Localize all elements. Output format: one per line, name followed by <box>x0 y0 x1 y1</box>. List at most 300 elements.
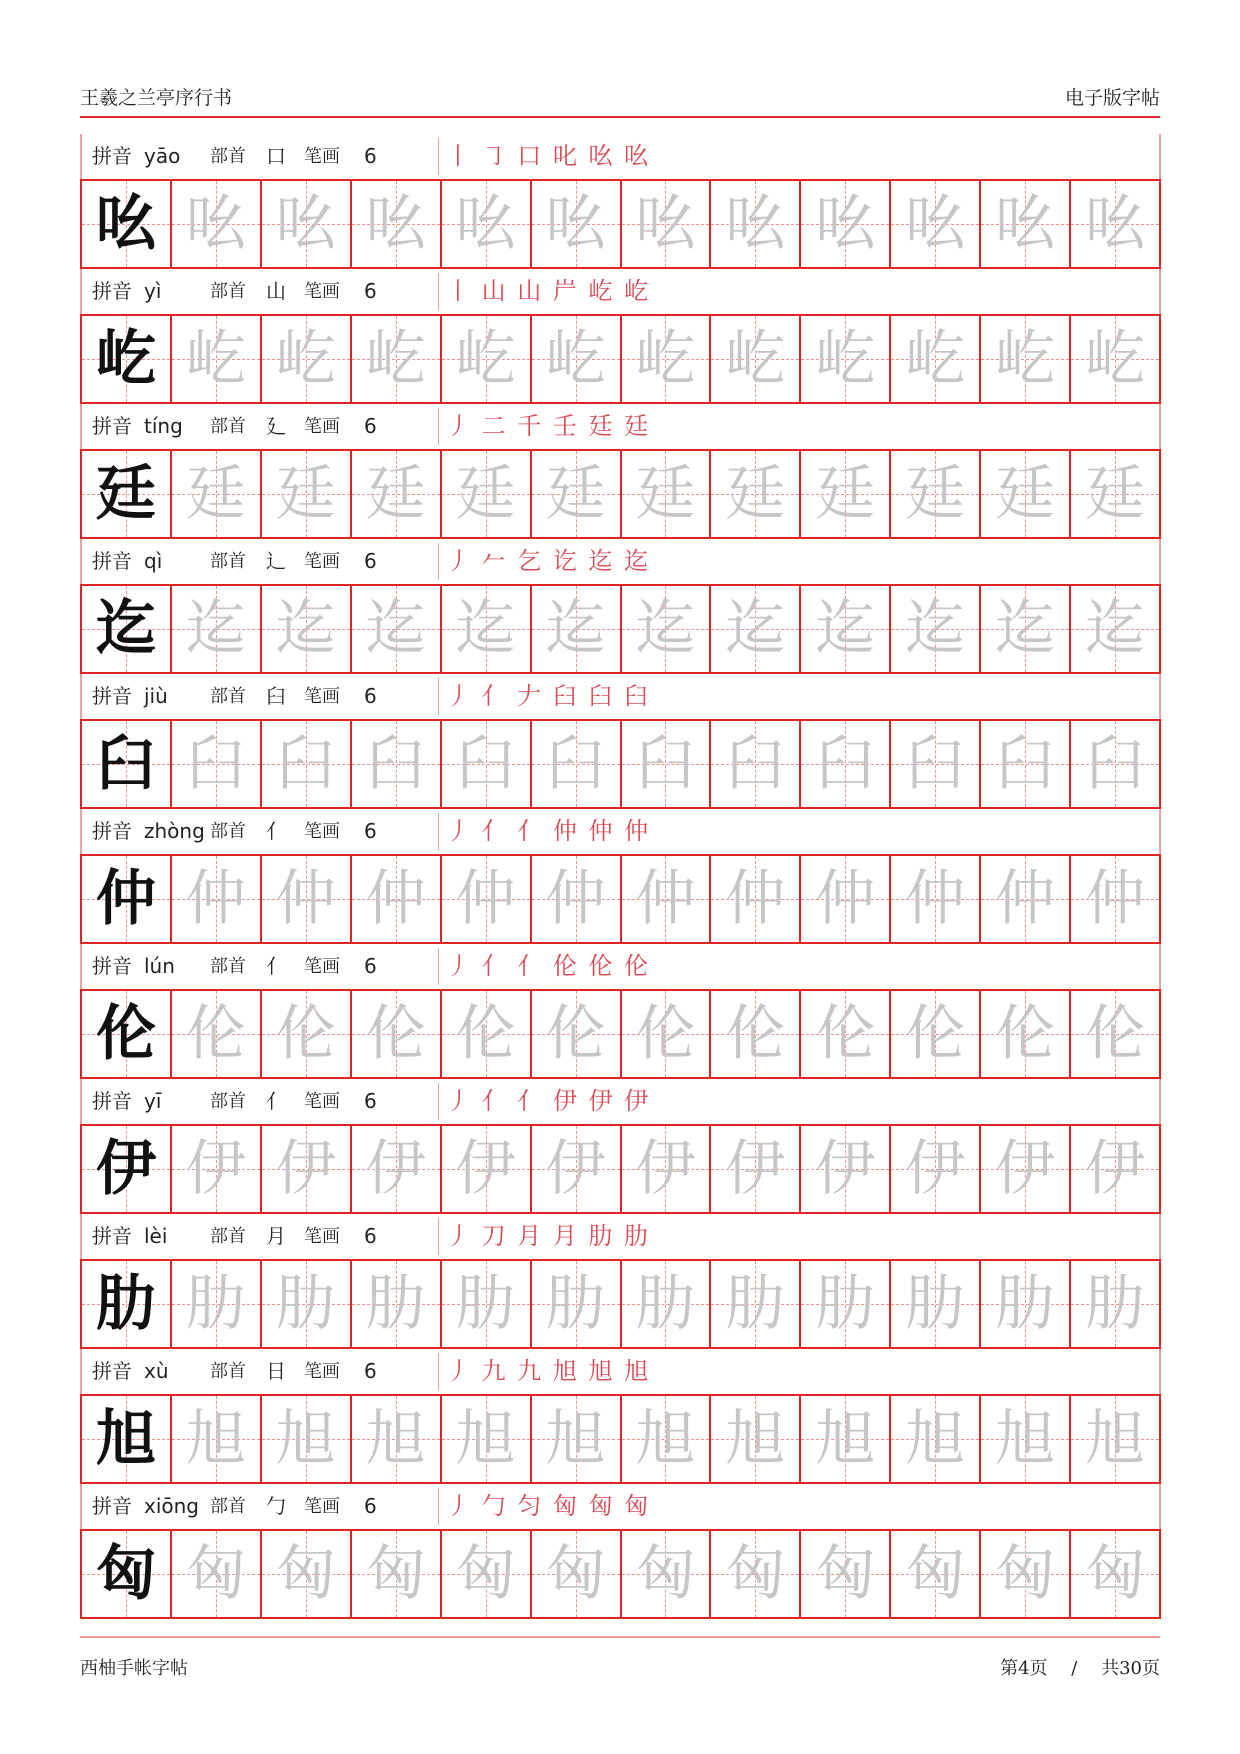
pinyin-value: jiù <box>144 684 168 708</box>
model-cell[interactable] <box>82 1531 170 1617</box>
pinyin-label: 拼音 <box>92 144 132 168</box>
trace-cell[interactable] <box>530 991 620 1077</box>
radical-value: 日 <box>266 1359 286 1383</box>
trace-cell[interactable] <box>170 181 260 267</box>
trace-character: 伦 <box>545 999 606 1069</box>
practice-grid <box>80 179 1161 269</box>
trace-cell[interactable] <box>1069 316 1159 402</box>
model-character: 匈 <box>95 1539 156 1609</box>
trace-character: 廷 <box>635 459 696 529</box>
model-cell[interactable] <box>82 181 170 267</box>
trace-character: 吆 <box>545 189 606 259</box>
trace-character: 廷 <box>905 459 966 529</box>
trace-cell[interactable] <box>1069 1531 1159 1617</box>
trace-character: 伊 <box>455 1134 516 1204</box>
edition-label: 电子版字帖 <box>1064 86 1160 109</box>
trace-character: 臼 <box>185 729 246 799</box>
trace-cell[interactable] <box>1069 1261 1159 1347</box>
trace-character: 匈 <box>635 1539 696 1609</box>
trace-cell[interactable] <box>350 586 440 672</box>
trace-character: 旭 <box>1085 1404 1146 1474</box>
trace-cell[interactable] <box>350 451 440 537</box>
trace-cell[interactable] <box>440 1261 530 1347</box>
model-cell[interactable] <box>82 721 170 807</box>
trace-cell[interactable] <box>889 991 979 1077</box>
stroke-count: 6 <box>364 684 377 708</box>
info-separator <box>438 1353 439 1390</box>
trace-character: 臼 <box>545 729 606 799</box>
strokes-label: 笔画 <box>304 1361 340 1382</box>
trace-character: 肋 <box>995 1269 1056 1339</box>
trace-cell[interactable] <box>620 181 710 267</box>
trace-cell[interactable] <box>979 991 1069 1077</box>
trace-cell[interactable] <box>889 1531 979 1617</box>
trace-cell[interactable] <box>440 1126 530 1212</box>
trace-cell[interactable] <box>1069 586 1159 672</box>
trace-cell[interactable] <box>1069 451 1159 537</box>
practice-grid <box>80 989 1161 1079</box>
trace-cell[interactable] <box>709 1261 799 1347</box>
trace-cell[interactable] <box>1069 991 1159 1077</box>
trace-character: 廷 <box>1085 459 1146 529</box>
trace-cell[interactable] <box>620 316 710 402</box>
brand-name: 西柚手帐字帖 <box>80 1658 188 1679</box>
trace-character: 伊 <box>995 1134 1056 1204</box>
stroke-order: 丿 勹 匀 匈 匈 匈 <box>446 1492 651 1520</box>
stroke-count: 6 <box>364 1089 377 1113</box>
stroke-count: 6 <box>364 1224 377 1248</box>
trace-cell[interactable] <box>350 181 440 267</box>
trace-character: 屹 <box>185 324 246 394</box>
trace-cell[interactable] <box>709 316 799 402</box>
trace-cell[interactable] <box>350 721 440 807</box>
trace-character: 伦 <box>365 999 426 1069</box>
trace-character: 臼 <box>275 729 336 799</box>
trace-character: 匈 <box>905 1539 966 1609</box>
info-separator <box>438 138 439 175</box>
trace-cell[interactable] <box>1069 1396 1159 1482</box>
char-block <box>80 674 1161 809</box>
pinyin-value: xiōng <box>144 1494 199 1518</box>
radical-label: 部首 <box>210 686 246 707</box>
model-cell[interactable] <box>82 1261 170 1347</box>
trace-character: 臼 <box>995 729 1056 799</box>
trace-character: 臼 <box>365 729 426 799</box>
info-separator <box>438 408 439 445</box>
model-character: 伦 <box>95 999 156 1069</box>
trace-cell[interactable] <box>170 991 260 1077</box>
trace-character: 仲 <box>635 864 696 934</box>
trace-cell[interactable] <box>620 721 710 807</box>
trace-cell[interactable] <box>799 1261 889 1347</box>
pinyin-label: 拼音 <box>92 414 132 438</box>
trace-character: 迄 <box>815 594 876 664</box>
trace-cell[interactable] <box>440 721 530 807</box>
radical-label: 部首 <box>210 1226 246 1247</box>
trace-cell[interactable] <box>799 181 889 267</box>
trace-cell[interactable] <box>530 1396 620 1482</box>
trace-cell[interactable] <box>260 991 350 1077</box>
practice-grid <box>80 1529 1161 1619</box>
trace-cell[interactable] <box>979 856 1069 942</box>
trace-cell[interactable] <box>709 721 799 807</box>
trace-cell[interactable] <box>1069 721 1159 807</box>
radical-label: 部首 <box>210 1361 246 1382</box>
trace-cell[interactable] <box>440 991 530 1077</box>
stroke-order: 丨 山 山 屵 屹 屹 <box>446 277 651 305</box>
trace-cell[interactable] <box>889 1396 979 1482</box>
stroke-count: 6 <box>364 1359 377 1383</box>
trace-cell[interactable] <box>260 586 350 672</box>
model-cell[interactable] <box>82 451 170 537</box>
trace-character: 仲 <box>545 864 606 934</box>
trace-cell[interactable] <box>799 1396 889 1482</box>
trace-character: 肋 <box>365 1269 426 1339</box>
pinyin-value: lún <box>144 954 175 978</box>
trace-character: 屹 <box>545 324 606 394</box>
trace-cell[interactable] <box>170 1396 260 1482</box>
char-block <box>80 944 1161 1079</box>
strokes-label: 笔画 <box>304 1496 340 1517</box>
trace-character: 伦 <box>725 999 786 1069</box>
trace-character: 屹 <box>365 324 426 394</box>
trace-character: 仲 <box>1085 864 1146 934</box>
trace-cell[interactable] <box>709 856 799 942</box>
trace-cell[interactable] <box>260 1396 350 1482</box>
trace-cell[interactable] <box>170 1531 260 1617</box>
trace-character: 臼 <box>455 729 516 799</box>
trace-character: 屹 <box>815 324 876 394</box>
trace-cell[interactable] <box>170 1126 260 1212</box>
trace-cell[interactable] <box>979 721 1069 807</box>
trace-cell[interactable] <box>799 586 889 672</box>
radical-value: 勹 <box>266 1494 286 1518</box>
trace-cell[interactable] <box>530 181 620 267</box>
trace-cell[interactable] <box>530 1531 620 1617</box>
trace-cell[interactable] <box>260 181 350 267</box>
stroke-count: 6 <box>364 819 377 843</box>
trace-cell[interactable] <box>799 1126 889 1212</box>
trace-cell[interactable] <box>799 721 889 807</box>
trace-character: 仲 <box>725 864 786 934</box>
trace-cell[interactable] <box>889 721 979 807</box>
trace-cell[interactable] <box>709 181 799 267</box>
trace-cell[interactable] <box>620 1126 710 1212</box>
trace-character: 屹 <box>275 324 336 394</box>
radical-value: 廴 <box>266 414 286 438</box>
trace-character: 匈 <box>725 1539 786 1609</box>
strokes-label: 笔画 <box>304 956 340 977</box>
trace-character: 廷 <box>455 459 516 529</box>
trace-character: 仲 <box>185 864 246 934</box>
trace-cell[interactable] <box>620 586 710 672</box>
strokes-label: 笔画 <box>304 1226 340 1247</box>
info-separator <box>438 543 439 580</box>
trace-cell[interactable] <box>709 451 799 537</box>
trace-cell[interactable] <box>799 856 889 942</box>
trace-character: 仲 <box>275 864 336 934</box>
pinyin-value: xù <box>144 1359 169 1383</box>
pinyin-label: 拼音 <box>92 279 132 303</box>
char-info-row <box>80 1484 1161 1529</box>
trace-character: 伊 <box>1085 1134 1146 1204</box>
char-info-row <box>80 674 1161 719</box>
stroke-count: 6 <box>364 144 377 168</box>
trace-cell[interactable] <box>440 316 530 402</box>
trace-cell[interactable] <box>170 451 260 537</box>
char-block <box>80 1349 1161 1484</box>
trace-character: 吆 <box>815 189 876 259</box>
trace-cell[interactable] <box>260 451 350 537</box>
trace-cell[interactable] <box>1069 1126 1159 1212</box>
trace-cell[interactable] <box>799 991 889 1077</box>
trace-cell[interactable] <box>440 856 530 942</box>
strokes-label: 笔画 <box>304 281 340 302</box>
book-title: 王羲之兰亭序行书 <box>80 86 233 109</box>
char-block <box>80 269 1161 404</box>
char-info-row <box>80 269 1161 314</box>
trace-character: 屹 <box>1085 324 1146 394</box>
trace-cell[interactable] <box>889 316 979 402</box>
trace-cell[interactable] <box>530 316 620 402</box>
trace-cell[interactable] <box>709 1531 799 1617</box>
trace-character: 迄 <box>275 594 336 664</box>
model-character: 肋 <box>95 1269 156 1339</box>
trace-cell[interactable] <box>260 1126 350 1212</box>
trace-character: 廷 <box>365 459 426 529</box>
trace-character: 仲 <box>815 864 876 934</box>
trace-cell[interactable] <box>620 1531 710 1617</box>
practice-grid <box>80 854 1161 944</box>
trace-character: 伦 <box>1085 999 1146 1069</box>
trace-character: 仲 <box>365 864 426 934</box>
trace-cell[interactable] <box>709 586 799 672</box>
trace-character: 旭 <box>815 1404 876 1474</box>
trace-cell[interactable] <box>620 451 710 537</box>
trace-cell[interactable] <box>170 316 260 402</box>
trace-cell[interactable] <box>260 316 350 402</box>
trace-cell[interactable] <box>709 1396 799 1482</box>
trace-character: 匈 <box>455 1539 516 1609</box>
stroke-order: 丿 二 千 壬 廷 廷 <box>446 412 651 440</box>
trace-cell[interactable] <box>530 1126 620 1212</box>
trace-cell[interactable] <box>530 856 620 942</box>
trace-cell[interactable] <box>530 451 620 537</box>
pinyin-label: 拼音 <box>92 1089 132 1113</box>
trace-cell[interactable] <box>260 856 350 942</box>
trace-cell[interactable] <box>979 181 1069 267</box>
trace-cell[interactable] <box>709 1126 799 1212</box>
model-cell[interactable] <box>82 1126 170 1212</box>
trace-character: 仲 <box>905 864 966 934</box>
trace-cell[interactable] <box>889 1126 979 1212</box>
page-number: 第4页 <box>1000 1658 1048 1679</box>
model-cell[interactable] <box>82 991 170 1077</box>
pinyin-value: yāo <box>144 144 181 168</box>
radical-label: 部首 <box>210 416 246 437</box>
trace-cell[interactable] <box>799 451 889 537</box>
stroke-order: 丿 𠂉 乞 讫 迄 迄 <box>446 547 651 575</box>
char-block <box>80 1484 1161 1619</box>
trace-cell[interactable] <box>350 991 440 1077</box>
radical-label: 部首 <box>210 281 246 302</box>
trace-character: 伊 <box>365 1134 426 1204</box>
trace-cell[interactable] <box>350 856 440 942</box>
trace-character: 臼 <box>905 729 966 799</box>
trace-character: 匈 <box>815 1539 876 1609</box>
trace-character: 廷 <box>545 459 606 529</box>
model-character: 吆 <box>95 189 156 259</box>
trace-cell[interactable] <box>440 451 530 537</box>
trace-cell[interactable] <box>979 1261 1069 1347</box>
trace-character: 匈 <box>185 1539 246 1609</box>
page-total: 共30页 <box>1101 1658 1160 1679</box>
trace-cell[interactable] <box>170 856 260 942</box>
strokes-label: 笔画 <box>304 686 340 707</box>
trace-character: 迄 <box>455 594 516 664</box>
info-separator <box>438 1218 439 1255</box>
char-info-row <box>80 1349 1161 1394</box>
info-separator <box>438 273 439 310</box>
char-info-row <box>80 134 1161 179</box>
trace-cell[interactable] <box>440 1396 530 1482</box>
trace-character: 吆 <box>185 189 246 259</box>
trace-cell[interactable] <box>620 856 710 942</box>
radical-value: 臼 <box>266 684 286 708</box>
radical-value: 辶 <box>266 549 286 573</box>
trace-cell[interactable] <box>979 316 1069 402</box>
char-block <box>80 404 1161 539</box>
model-cell[interactable] <box>82 586 170 672</box>
trace-cell[interactable] <box>260 1531 350 1617</box>
trace-cell[interactable] <box>350 1261 440 1347</box>
trace-cell[interactable] <box>1069 181 1159 267</box>
pinyin-value: zhòng <box>144 819 205 843</box>
trace-cell[interactable] <box>889 451 979 537</box>
trace-cell[interactable] <box>260 1261 350 1347</box>
pinyin-label: 拼音 <box>92 549 132 573</box>
trace-character: 屹 <box>995 324 1056 394</box>
header-divider <box>80 116 1160 118</box>
stroke-order: 丿 九 九 旭 旭 旭 <box>446 1357 651 1385</box>
practice-grid <box>80 719 1161 809</box>
pinyin-label: 拼音 <box>92 819 132 843</box>
trace-cell[interactable] <box>799 1531 889 1617</box>
trace-character: 旭 <box>365 1404 426 1474</box>
trace-character: 吆 <box>995 189 1056 259</box>
trace-cell[interactable] <box>979 1126 1069 1212</box>
pinyin-value: tíng <box>144 414 183 438</box>
trace-character: 伊 <box>815 1134 876 1204</box>
trace-character: 臼 <box>635 729 696 799</box>
trace-cell[interactable] <box>440 1531 530 1617</box>
info-separator <box>438 1083 439 1120</box>
trace-character: 肋 <box>635 1269 696 1339</box>
trace-character: 迄 <box>995 594 1056 664</box>
trace-character: 吆 <box>635 189 696 259</box>
stroke-order: 丿 刀 月 月 肋 肋 <box>446 1222 651 1250</box>
page-divider: / <box>1071 1658 1078 1679</box>
stroke-count: 6 <box>364 549 377 573</box>
trace-cell[interactable] <box>170 721 260 807</box>
strokes-label: 笔画 <box>304 551 340 572</box>
model-cell[interactable] <box>82 856 170 942</box>
trace-character: 臼 <box>815 729 876 799</box>
trace-cell[interactable] <box>979 1531 1069 1617</box>
trace-cell[interactable] <box>530 1261 620 1347</box>
trace-cell[interactable] <box>350 1396 440 1482</box>
trace-character: 伊 <box>185 1134 246 1204</box>
practice-sheet <box>80 134 1161 1619</box>
radical-value: 亻 <box>266 1089 286 1113</box>
practice-grid <box>80 1124 1161 1214</box>
trace-cell[interactable] <box>979 1396 1069 1482</box>
model-cell[interactable] <box>82 1396 170 1482</box>
trace-cell[interactable] <box>709 991 799 1077</box>
page-header <box>80 76 1160 116</box>
trace-cell[interactable] <box>620 991 710 1077</box>
char-info-row <box>80 539 1161 584</box>
trace-cell[interactable] <box>170 586 260 672</box>
trace-cell[interactable] <box>620 1396 710 1482</box>
trace-character: 仲 <box>455 864 516 934</box>
trace-cell[interactable] <box>260 721 350 807</box>
trace-cell[interactable] <box>979 586 1069 672</box>
model-character: 廷 <box>95 459 156 529</box>
trace-cell[interactable] <box>889 1261 979 1347</box>
model-cell[interactable] <box>82 316 170 402</box>
model-character: 仲 <box>95 864 156 934</box>
trace-cell[interactable] <box>440 586 530 672</box>
stroke-order: 丿 亻 亻 伦 伦 伦 <box>446 952 651 980</box>
trace-character: 吆 <box>365 189 426 259</box>
stroke-order: 丿 亻 𠂇 臼 臼 臼 <box>446 682 651 710</box>
trace-cell[interactable] <box>979 451 1069 537</box>
char-block <box>80 539 1161 674</box>
trace-cell[interactable] <box>170 1261 260 1347</box>
trace-character: 吆 <box>455 189 516 259</box>
trace-cell[interactable] <box>889 181 979 267</box>
info-separator <box>438 948 439 985</box>
page-indicator <box>1000 1654 1160 1680</box>
trace-character: 伦 <box>995 999 1056 1069</box>
pinyin-value: yì <box>144 279 162 303</box>
trace-character: 旭 <box>545 1404 606 1474</box>
char-block <box>80 1214 1161 1349</box>
trace-cell[interactable] <box>350 1531 440 1617</box>
radical-value: 亻 <box>266 954 286 978</box>
radical-label: 部首 <box>210 551 246 572</box>
trace-cell[interactable] <box>530 721 620 807</box>
trace-cell[interactable] <box>889 856 979 942</box>
trace-cell[interactable] <box>350 1126 440 1212</box>
trace-cell[interactable] <box>620 1261 710 1347</box>
radical-label: 部首 <box>210 1091 246 1112</box>
trace-cell[interactable] <box>530 586 620 672</box>
trace-cell[interactable] <box>889 586 979 672</box>
trace-character: 臼 <box>1085 729 1146 799</box>
trace-character: 迄 <box>635 594 696 664</box>
pinyin-value: lèi <box>144 1224 168 1248</box>
trace-cell[interactable] <box>440 181 530 267</box>
char-info-row <box>80 404 1161 449</box>
trace-cell[interactable] <box>1069 856 1159 942</box>
trace-cell[interactable] <box>350 316 440 402</box>
char-info-row <box>80 1214 1161 1259</box>
strokes-label: 笔画 <box>304 821 340 842</box>
trace-cell[interactable] <box>799 316 889 402</box>
trace-character: 迄 <box>1085 594 1146 664</box>
